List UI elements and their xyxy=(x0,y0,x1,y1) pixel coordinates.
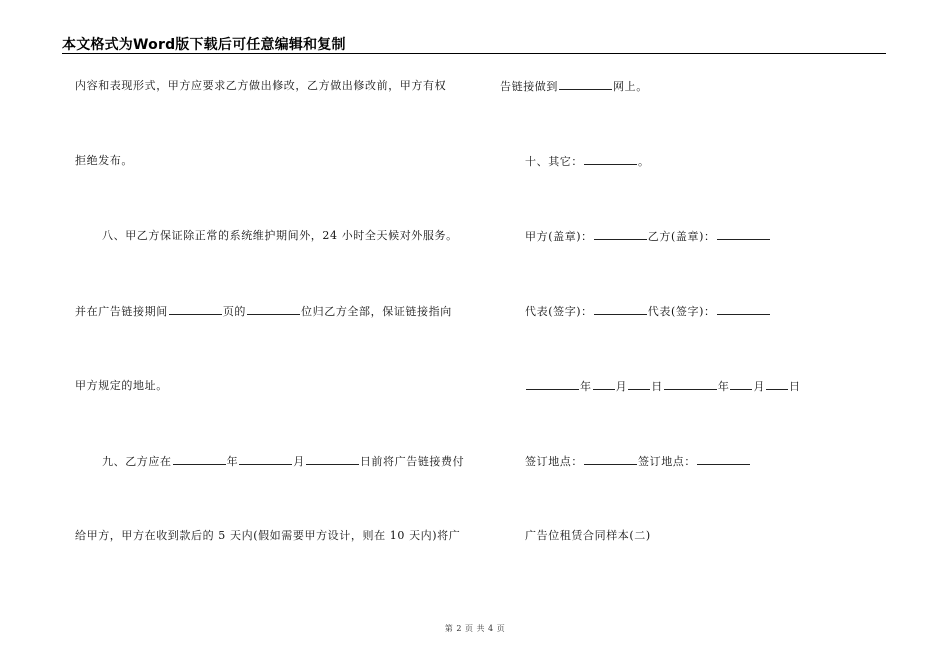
fill-blank xyxy=(594,229,647,240)
text-segment: 告链接做到 xyxy=(500,80,558,93)
header-divider xyxy=(62,53,886,54)
fill-blank xyxy=(173,454,226,465)
paragraph-line: 甲方规定的地址。 xyxy=(75,379,168,392)
text-segment: 签订地点： xyxy=(638,455,696,468)
signature-line xyxy=(525,304,771,319)
fill-blank xyxy=(584,154,637,165)
clause-eight: 八、甲乙方保证除正常的系统维护期间外，24 小时全天候对外服务。 xyxy=(102,229,458,242)
fill-blank xyxy=(559,79,612,90)
fill-blank xyxy=(239,454,292,465)
paragraph-line xyxy=(500,79,648,94)
page-number: 第 2 页 共 4 页 xyxy=(444,624,506,633)
party-a-rep-label: 代表(签字)： xyxy=(525,305,593,318)
fill-blank xyxy=(169,304,222,315)
paragraph-line xyxy=(75,304,452,319)
party-b-rep-label: 代表(签字)： xyxy=(647,305,716,318)
location-line xyxy=(525,454,751,469)
text-segment: 月 xyxy=(615,380,628,393)
fill-blank xyxy=(593,379,615,390)
party-a-seal-label: 甲方(盖章)： xyxy=(525,230,593,243)
fill-blank xyxy=(247,304,300,315)
seal-line xyxy=(525,229,771,244)
text-segment: 年 xyxy=(226,455,239,468)
text-segment: 日 xyxy=(651,380,663,393)
text-segment: 日前将广告链接费付 xyxy=(359,455,465,468)
section-title: 广告位租赁合同样本(二) xyxy=(525,529,651,542)
text-segment: 月 xyxy=(753,380,766,393)
text-segment: 日 xyxy=(789,380,801,393)
text-segment: 。 xyxy=(638,155,650,168)
clause-nine xyxy=(77,454,464,469)
party-b-seal-label: 乙方(盖章)： xyxy=(647,230,716,243)
fill-blank xyxy=(717,304,770,315)
paragraph-line: 给甲方，甲方在收到款后的 5 天内(假如需要甲方设计，则在 10 天内)将广 xyxy=(75,529,461,542)
text-segment: 月 xyxy=(293,455,305,468)
text-segment: 页的 xyxy=(222,305,247,318)
fill-blank xyxy=(584,454,637,465)
fill-blank xyxy=(717,229,770,240)
paragraph-line: 拒绝发布。 xyxy=(75,154,133,167)
text-segment: 并在广告链接期间 xyxy=(75,305,168,318)
document-header-title: 本文格式为Word版下载后可任意编辑和复制 xyxy=(62,37,346,53)
text-segment: 年 xyxy=(580,380,592,393)
fill-blank xyxy=(697,454,750,465)
text-segment: 位归乙方全部，保证链接指向 xyxy=(301,305,452,318)
fill-blank xyxy=(664,379,717,390)
paragraph-line: 内容和表现形式，甲方应要求乙方做出修改，乙方做出修改前，甲方有权 xyxy=(75,79,447,92)
text-segment: 九、乙方应在 xyxy=(102,455,172,468)
date-line xyxy=(525,379,801,394)
fill-blank xyxy=(526,379,579,390)
fill-blank xyxy=(594,304,647,315)
clause-ten xyxy=(525,154,650,169)
text-segment: 年 xyxy=(717,380,730,393)
fill-blank xyxy=(306,454,359,465)
fill-blank xyxy=(766,379,788,390)
text-segment: 十、其它： xyxy=(525,155,583,168)
fill-blank xyxy=(730,379,752,390)
text-segment: 签订地点： xyxy=(525,455,583,468)
text-segment: 网上。 xyxy=(613,80,648,93)
fill-blank xyxy=(628,379,650,390)
